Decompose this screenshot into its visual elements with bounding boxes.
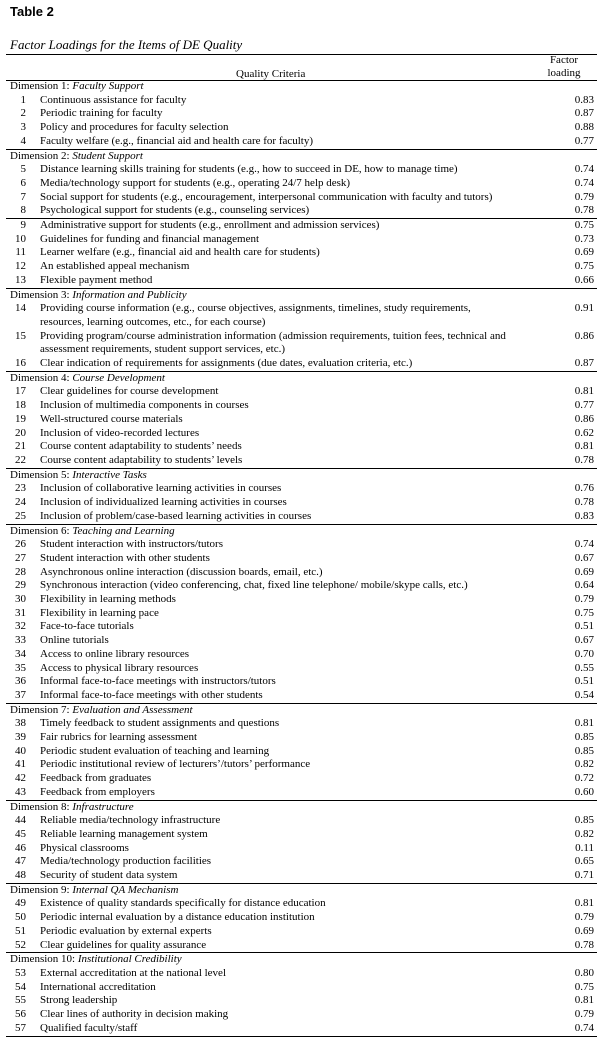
- item-loading: 0.75: [574, 606, 594, 619]
- item-criterion: Media/technology production facilities: [40, 855, 212, 868]
- dimension-label: Dimension 2:: [10, 149, 73, 162]
- table-row: [0, 925, 603, 939]
- item-criterion: Access to physical library resources: [40, 661, 199, 674]
- item-loading: 0.85: [574, 731, 594, 744]
- item-loading: 0.76: [574, 482, 594, 495]
- item-criterion: Periodic training for faculty: [40, 107, 163, 120]
- item-number: 49: [15, 897, 26, 910]
- item-number: 18: [15, 399, 26, 412]
- item-loading: 0.81: [574, 385, 594, 398]
- item-criterion: External accreditation at the national level: [40, 967, 226, 979]
- table-row: [0, 191, 603, 205]
- item-loading: 0.67: [574, 551, 594, 564]
- item-criterion: Providing program/course administration information (admission requirements, tuition fees, technical and assessment requirements, student support services, etc.): [40, 329, 506, 356]
- item-number: 11: [15, 246, 26, 259]
- item-number: 54: [15, 980, 26, 993]
- item-loading: 0.79: [574, 190, 594, 203]
- item-criterion: Psychological support for students (e.g., counseling services): [40, 204, 310, 217]
- item-number: 4: [20, 134, 26, 147]
- item-number: 35: [15, 661, 26, 674]
- table-row: [0, 994, 603, 1008]
- item-loading: 0.85: [574, 814, 594, 827]
- item-loading: 0.75: [574, 260, 594, 273]
- item-criterion: Inclusion of collaborative learning activities in courses: [40, 482, 282, 495]
- table-row: [0, 1022, 603, 1036]
- item-number: 55: [15, 994, 26, 1007]
- item-loading: 0.87: [574, 107, 594, 120]
- table-row: [0, 967, 603, 981]
- item-criterion: Inclusion of individualized learning activities in courses: [40, 496, 287, 509]
- dimension-label: Dimension 8:: [10, 800, 73, 813]
- item-number: 33: [15, 634, 26, 647]
- item-loading: 0.11: [575, 841, 594, 854]
- table-row: [0, 566, 603, 580]
- item-loading: 0.83: [574, 93, 594, 106]
- item-loading: 0.51: [574, 675, 594, 688]
- item-loading: 0.78: [574, 204, 594, 217]
- item-number: 38: [15, 717, 26, 730]
- dimension-name: Teaching and Learning: [72, 524, 175, 537]
- dimension-name: Course Development: [72, 371, 165, 384]
- table-row: [0, 357, 603, 371]
- table-row: [0, 94, 603, 108]
- item-loading: 0.74: [574, 1021, 594, 1034]
- item-number: 52: [15, 938, 26, 951]
- table-row: [0, 510, 603, 524]
- dimension-heading: [0, 289, 603, 303]
- dimension-label: Dimension 9:: [10, 883, 73, 896]
- item-loading: 0.79: [574, 1008, 594, 1021]
- table-row: [0, 121, 603, 135]
- item-criterion: Timely feedback to student assignments and questions: [40, 717, 280, 730]
- item-criterion: Access to online library resources: [40, 647, 190, 660]
- dimension-label: Dimension 1:: [10, 80, 73, 92]
- table-row: [0, 579, 603, 593]
- table-row: [0, 427, 603, 441]
- header-quality-criteria: Quality Criteria: [236, 68, 306, 80]
- item-criterion: Clear guidelines for course development: [40, 385, 219, 398]
- table-row: [0, 869, 603, 883]
- item-criterion: Inclusion of problem/case-based learning activities in courses: [40, 509, 312, 522]
- item-loading: 0.66: [574, 273, 594, 286]
- top-rule: [6, 54, 597, 55]
- dimension-label: Dimension 4:: [10, 371, 73, 384]
- item-loading: 0.60: [574, 785, 594, 798]
- item-loading: 0.79: [574, 911, 594, 924]
- table-row: [0, 302, 603, 329]
- item-criterion: Guidelines for funding and financial management: [40, 232, 260, 245]
- item-number: 53: [15, 967, 26, 979]
- dimension-name: Student Support: [72, 149, 143, 162]
- item-number: 44: [15, 814, 26, 827]
- dimension-name: Interactive Tasks: [72, 468, 147, 481]
- table-row: [0, 911, 603, 925]
- item-number: 13: [15, 273, 26, 286]
- item-loading: 0.78: [574, 938, 594, 951]
- item-criterion: Qualified faculty/staff: [40, 1021, 138, 1034]
- item-number: 3: [20, 121, 26, 134]
- item-criterion: Periodic evaluation by external experts: [40, 924, 212, 937]
- item-number: 25: [15, 509, 26, 522]
- table-row: [0, 163, 603, 177]
- table-row: [0, 634, 603, 648]
- item-criterion: Fair rubrics for learning assessment: [40, 731, 198, 744]
- item-criterion: Flexible payment method: [40, 273, 153, 286]
- dimension-label: Dimension 3:: [10, 288, 73, 301]
- item-number: 28: [15, 565, 26, 578]
- dimension-label: Dimension 5:: [10, 468, 73, 481]
- dimension-heading: [0, 704, 603, 718]
- item-criterion: Administrative support for students (e.g., enrollment and admission services): [40, 219, 380, 232]
- item-loading: 0.64: [574, 579, 594, 592]
- item-loading: 0.71: [574, 869, 594, 882]
- dimension-name: Information and Publicity: [72, 288, 187, 301]
- item-loading: 0.69: [574, 565, 594, 578]
- item-number: 56: [15, 1008, 26, 1021]
- table-row: [0, 204, 603, 218]
- item-criterion: Social support for students (e.g., encouragement, interpersonal communication with faculty and tutors): [40, 190, 493, 203]
- item-criterion: Feedback from employers: [40, 785, 155, 798]
- item-loading: 0.87: [574, 357, 594, 370]
- table-row: [0, 814, 603, 828]
- table-row: [0, 745, 603, 759]
- dimension-heading: [0, 953, 603, 967]
- item-loading: 0.85: [574, 744, 594, 757]
- item-loading: 0.91: [574, 302, 594, 315]
- item-criterion: Online tutorials: [40, 634, 109, 647]
- table-row: [0, 786, 603, 800]
- item-loading: 0.55: [574, 661, 594, 674]
- item-loading: 0.51: [574, 620, 594, 633]
- item-loading: 0.70: [574, 647, 594, 660]
- item-number: 57: [15, 1021, 26, 1034]
- dimension-label: Dimension 7:: [10, 703, 73, 716]
- item-criterion: Policy and procedures for faculty selection: [40, 121, 229, 134]
- item-loading: 0.86: [574, 412, 594, 425]
- dimension-name: Evaluation and Assessment: [72, 703, 193, 716]
- header-factor-loading: Factor loading: [547, 54, 581, 79]
- item-criterion: Existence of quality standards specifically for distance education: [40, 897, 326, 910]
- dimension-name: Faculty Support: [72, 80, 144, 92]
- item-loading: 0.74: [574, 163, 594, 176]
- item-number: 34: [15, 647, 26, 660]
- table-body: [0, 80, 603, 1037]
- item-criterion: Asynchronous online interaction (discussion boards, email, etc.): [40, 565, 323, 578]
- table-row: [0, 440, 603, 454]
- item-criterion: Student interaction with instructors/tutors: [40, 538, 224, 551]
- item-number: 30: [15, 593, 26, 606]
- item-loading: 0.77: [574, 399, 594, 412]
- table-row: [0, 1008, 603, 1022]
- table-row: [0, 413, 603, 427]
- item-criterion: Physical classrooms: [40, 841, 129, 854]
- table-row: [0, 939, 603, 953]
- item-criterion: Face-to-face tutorials: [40, 620, 134, 633]
- table-row: [0, 772, 603, 786]
- item-criterion: Well-structured course materials: [40, 412, 183, 425]
- dimension-name: Infrastructure: [72, 800, 134, 813]
- item-number: 7: [20, 190, 26, 203]
- table-title: Factor Loadings for the Items of DE Quality: [10, 37, 243, 52]
- item-number: 6: [20, 176, 26, 189]
- item-number: 46: [15, 841, 26, 854]
- item-criterion: Course content adaptability to students’ needs: [40, 440, 242, 453]
- item-number: 42: [15, 772, 26, 785]
- item-number: 43: [15, 785, 26, 798]
- table-row: [0, 842, 603, 856]
- item-criterion: Reliable learning management system: [40, 827, 208, 840]
- item-loading: 0.75: [574, 219, 594, 232]
- table-row: [0, 620, 603, 634]
- item-loading: 0.74: [574, 176, 594, 189]
- item-number: 2: [20, 107, 26, 120]
- item-loading: 0.65: [574, 855, 594, 868]
- table-row: [0, 855, 603, 869]
- item-criterion: Continuous assistance for faculty: [40, 93, 187, 106]
- table-row: [0, 731, 603, 745]
- item-loading: 0.82: [574, 758, 594, 771]
- table-row: [0, 662, 603, 676]
- table-row: [0, 135, 603, 149]
- bottom-rule: [6, 1036, 597, 1037]
- table-row: [0, 897, 603, 911]
- item-loading: 0.54: [574, 688, 594, 701]
- item-criterion: Periodic internal evaluation by a distance education institution: [40, 911, 315, 924]
- item-number: 5: [20, 163, 26, 176]
- item-loading: 0.69: [574, 246, 594, 259]
- item-criterion: Student interaction with other students: [40, 551, 210, 564]
- item-criterion: Informal face-to-face meetings with instructors/tutors: [40, 675, 276, 688]
- item-criterion: Flexibility in learning methods: [40, 593, 176, 606]
- table-row: [0, 593, 603, 607]
- item-number: 23: [15, 482, 26, 495]
- dimension-heading: [0, 469, 603, 483]
- item-loading: 0.69: [574, 924, 594, 937]
- item-loading: 0.83: [574, 509, 594, 522]
- table-row: [0, 758, 603, 772]
- item-loading: 0.81: [574, 440, 594, 453]
- dimension-heading: [0, 884, 603, 898]
- item-number: 26: [15, 538, 26, 551]
- dimension-label: Dimension 6:: [10, 524, 73, 537]
- item-criterion: Security of student data system: [40, 869, 178, 882]
- item-criterion: Course content adaptability to students’ levels: [40, 453, 243, 466]
- dimension-label: Dimension 10:: [10, 953, 78, 966]
- item-number: 1: [20, 93, 26, 106]
- item-loading: 0.82: [574, 827, 594, 840]
- item-criterion: Clear lines of authority in decision making: [40, 1008, 229, 1021]
- table-row: [0, 399, 603, 413]
- item-criterion: Media/technology support for students (e.g., operating 24/7 help desk): [40, 176, 351, 189]
- item-criterion: International accreditation: [40, 980, 156, 993]
- table-row: [0, 675, 603, 689]
- item-criterion: Periodic institutional review of lecturers’/tutors’ performance: [40, 758, 311, 771]
- item-criterion: Periodic student evaluation of teaching and learning: [40, 744, 270, 757]
- item-number: 41: [15, 758, 26, 771]
- item-criterion: Inclusion of multimedia components in courses: [40, 399, 249, 412]
- dimension-name: Internal QA Mechanism: [72, 883, 179, 896]
- item-criterion: Inclusion of video-recorded lectures: [40, 426, 200, 439]
- dimension-heading: [0, 801, 603, 815]
- item-criterion: Clear guidelines for quality assurance: [40, 938, 207, 951]
- item-number: 15: [15, 329, 26, 342]
- item-loading: 0.81: [574, 994, 594, 1007]
- table-row: [0, 648, 603, 662]
- table-row: [0, 482, 603, 496]
- item-number: 40: [15, 744, 26, 757]
- item-number: 17: [15, 385, 26, 398]
- item-criterion: Feedback from graduates: [40, 772, 152, 785]
- item-number: 9: [20, 219, 26, 232]
- item-number: 29: [15, 579, 26, 592]
- item-loading: 0.81: [574, 717, 594, 730]
- item-loading: 0.80: [574, 967, 594, 979]
- item-number: 51: [15, 924, 26, 937]
- table-row: [0, 233, 603, 247]
- table-label: Table 2: [10, 4, 54, 19]
- item-loading: 0.77: [574, 134, 594, 147]
- dimension-heading: [0, 372, 603, 386]
- item-number: 14: [15, 302, 26, 315]
- item-loading: 0.73: [574, 232, 594, 245]
- table-row: [0, 828, 603, 842]
- item-criterion: Providing course information (e.g., course objectives, assignments, timelines, study requirements, resources, learning outcomes, etc., for each course): [40, 302, 471, 328]
- item-loading: 0.79: [574, 593, 594, 606]
- dimension-name: Institutional Credibility: [77, 953, 182, 966]
- item-number: 45: [15, 827, 26, 840]
- table-row: [0, 330, 603, 357]
- table-row: [0, 246, 603, 260]
- item-criterion: Reliable media/technology infrastructure: [40, 814, 221, 827]
- item-number: 48: [15, 869, 26, 882]
- item-loading: 0.67: [574, 634, 594, 647]
- item-number: 8: [20, 204, 26, 217]
- table-row: [0, 689, 603, 703]
- item-number: 50: [15, 911, 26, 924]
- item-number: 31: [15, 606, 26, 619]
- item-number: 47: [15, 855, 26, 868]
- dimension-heading: [0, 150, 603, 164]
- item-loading: 0.78: [574, 496, 594, 509]
- table-row: [0, 385, 603, 399]
- item-loading: 0.88: [574, 121, 594, 134]
- item-number: 22: [15, 453, 26, 466]
- item-criterion: Informal face-to-face meetings with other students: [40, 688, 263, 701]
- table-row: [0, 981, 603, 995]
- item-number: 24: [15, 496, 26, 509]
- table-row: [0, 107, 603, 121]
- item-number: 10: [15, 232, 26, 245]
- item-criterion: Synchronous interaction (video conferencing, chat, fixed line telephone/ mobile/skype calls, etc.): [40, 579, 468, 592]
- item-criterion: An established appeal mechanism: [40, 260, 190, 273]
- item-number: 37: [15, 688, 26, 701]
- item-number: 21: [15, 440, 26, 453]
- table-row: [0, 260, 603, 274]
- item-criterion: Distance learning skills training for students (e.g., how to succeed in DE, how to manage time): [40, 163, 458, 176]
- item-criterion: Learner welfare (e.g., financial aid and health care for students): [40, 246, 320, 259]
- table-row: [0, 717, 603, 731]
- item-number: 36: [15, 675, 26, 688]
- item-criterion: Strong leadership: [40, 994, 118, 1007]
- item-number: 12: [15, 260, 26, 273]
- item-loading: 0.81: [574, 897, 594, 910]
- item-criterion: Faculty welfare (e.g., financial aid and health care for faculty): [40, 134, 314, 147]
- table-row: [0, 538, 603, 552]
- item-loading: 0.74: [574, 538, 594, 551]
- item-loading: 0.86: [574, 329, 594, 342]
- item-number: 39: [15, 731, 26, 744]
- item-loading: 0.78: [574, 453, 594, 466]
- table-row: [0, 454, 603, 468]
- item-number: 19: [15, 412, 26, 425]
- item-loading: 0.72: [574, 772, 594, 785]
- dimension-heading: [0, 525, 603, 539]
- table-row: [0, 552, 603, 566]
- table-row: [0, 274, 603, 288]
- item-number: 27: [15, 551, 26, 564]
- item-criterion: Flexibility in learning pace: [40, 606, 159, 619]
- table-row: [0, 219, 603, 233]
- item-number: 32: [15, 620, 26, 633]
- table-row: [0, 607, 603, 621]
- dimension-heading: [0, 80, 603, 94]
- item-number: 16: [15, 357, 26, 370]
- table-row: [0, 496, 603, 510]
- table-row: [0, 177, 603, 191]
- item-loading: 0.62: [574, 426, 594, 439]
- item-criterion: Clear indication of requirements for assignments (due dates, evaluation criteria, etc.): [40, 357, 413, 370]
- item-number: 20: [15, 426, 26, 439]
- item-loading: 0.75: [574, 980, 594, 993]
